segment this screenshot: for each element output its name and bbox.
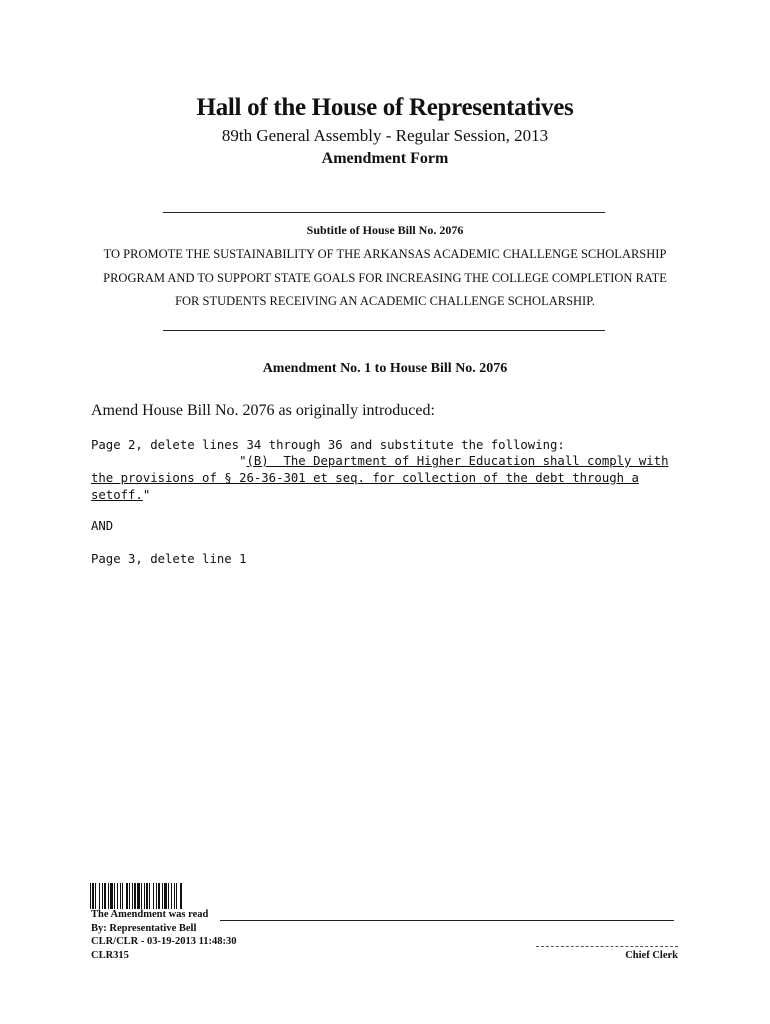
sponsor-line: By: Representative Bell [91,923,197,934]
divider-bottom [163,330,605,331]
document-title: Hall of the House of Representatives [196,94,574,121]
subtitle-line-2: PROGRAM AND TO SUPPORT STATE GOALS FOR INCREASING THE COLLEGE COMPLETION RATE [103,271,667,285]
amendment-heading: Amendment No. 1 to House Bill No. 2076 [262,361,508,376]
substitute-line-1 [91,454,668,468]
open-quote: " [239,454,247,468]
chief-clerk-label: Chief Clerk [625,950,678,961]
subtitle-label: Subtitle of House Bill No. 2076 [306,223,464,237]
session-line: 89th General Assembly - Regular Session, 2013 [221,126,549,145]
barcode-image [90,883,182,909]
subtitle-line-3: FOR STUDENTS RECEIVING AN ACADEMIC CHALLENGE SCHOLARSHIP. [175,294,595,308]
instruction-line-1: Page 2, delete lines 34 through 36 and substitute the following: [91,438,565,452]
clerk-stamp: CLR/CLR - 03-19-2013 11:48:30 [91,936,237,947]
divider-top [163,212,605,213]
read-signature-line [220,920,674,921]
substitute-text-3: setoff. [91,488,143,502]
substitute-line-3 [91,488,150,502]
amendment-read-label: The Amendment was read [91,909,209,920]
instruction-line-2: Page 3, delete line 1 [91,552,247,566]
form-code: CLR315 [91,950,129,961]
clerk-signature-line [536,946,678,947]
subtitle-line-1: TO PROMOTE THE SUSTAINABILITY OF THE ARKANSAS ACADEMIC CHALLENGE SCHOLARSHIP [103,247,667,261]
form-name: Amendment Form [321,150,449,167]
substitute-text-1: (B) The Department of Higher Education shall comply with [246,454,669,468]
and-connector: AND [91,519,114,533]
close-quote: " [142,488,151,502]
amendment-intro: Amend House Bill No. 2076 as originally introduced: [91,402,435,419]
substitute-line-2: the provisions of § 26-36-301 et seq. for collection of the debt through a [91,471,639,485]
